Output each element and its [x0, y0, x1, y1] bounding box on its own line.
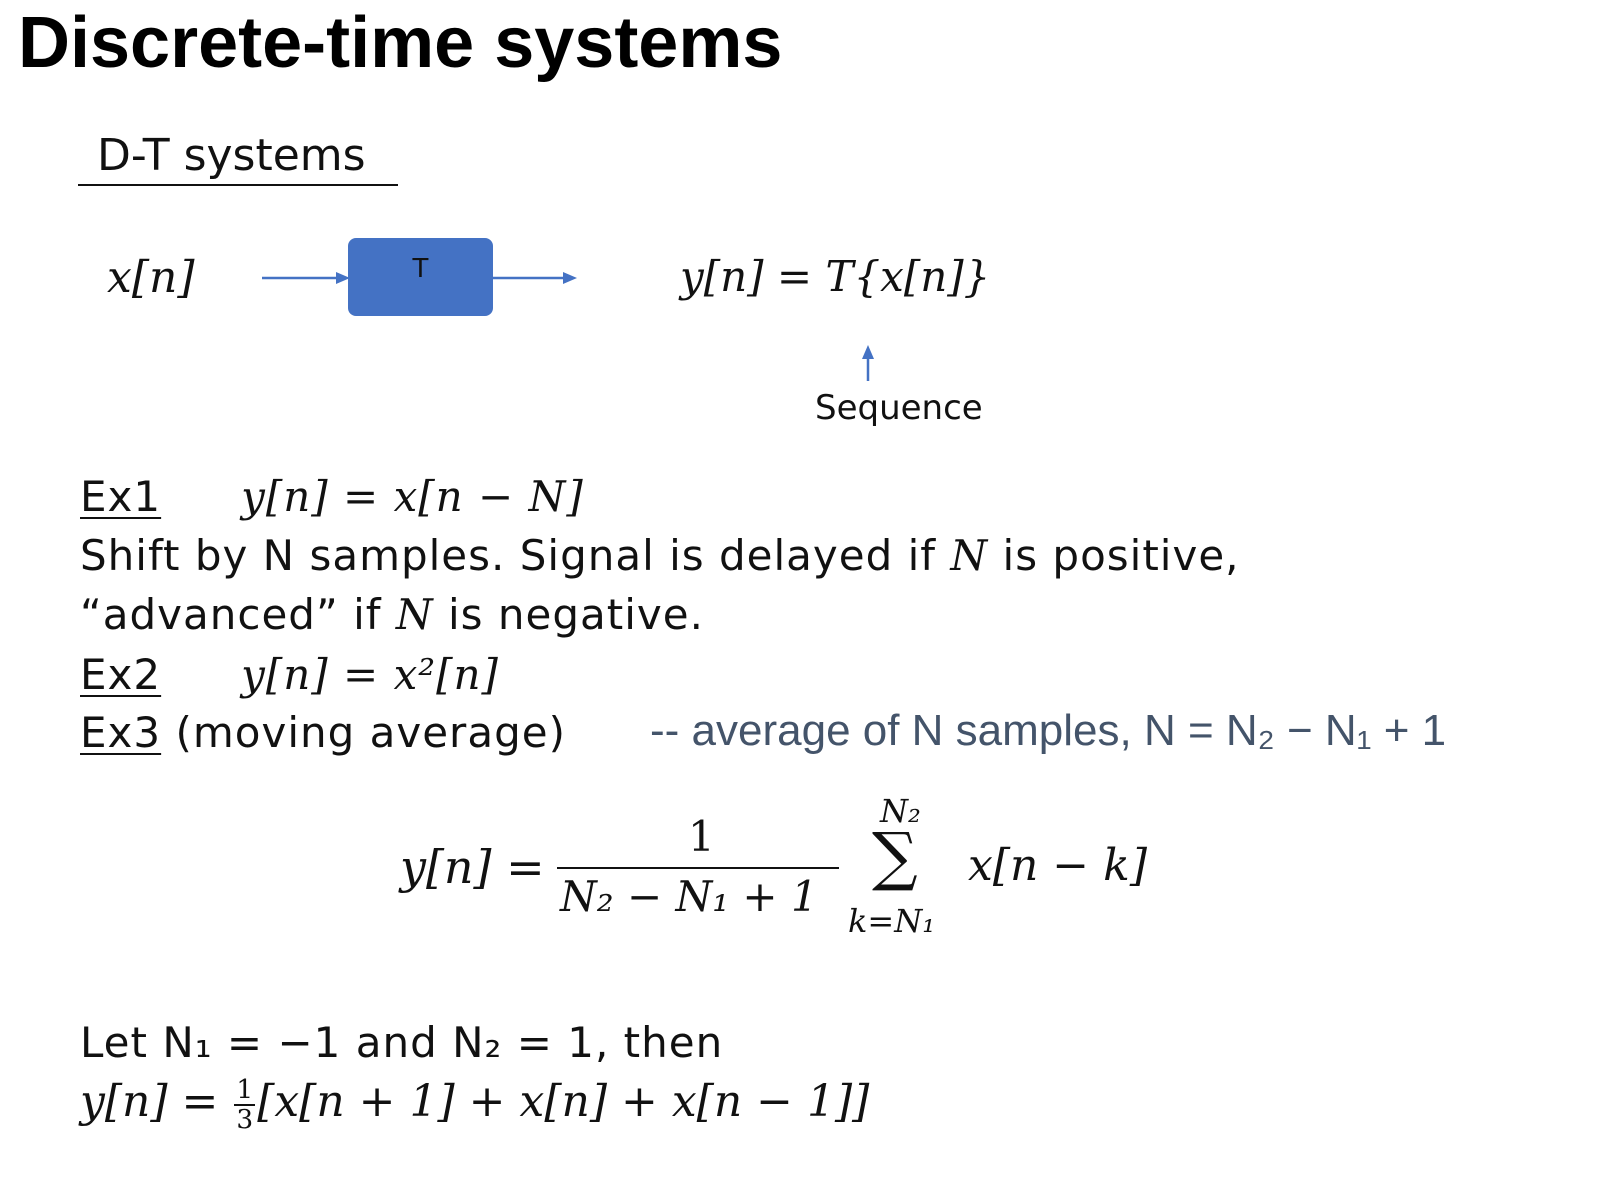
fraction-denominator: N₂ − N₁ + 1 — [560, 872, 818, 921]
example-result-equation — [80, 1076, 869, 1133]
example-1-description-2 — [80, 590, 704, 639]
one-third-denominator: 3 — [236, 1103, 254, 1135]
summation-upper-limit: N₂ — [880, 792, 921, 830]
example-1-text-part: is negative. — [433, 590, 704, 639]
example-1-equation: y[n] = x[n − N] — [241, 472, 584, 521]
heading-underline — [78, 184, 398, 186]
example-2-line — [80, 650, 499, 699]
variable-n: N — [395, 590, 434, 639]
example-2-label: Ex2 — [80, 650, 162, 699]
example-1-text-part: Shift by N samples. Signal is delayed if — [80, 531, 951, 580]
fraction-bar — [557, 867, 839, 869]
result-lhs: y[n] = — [80, 1076, 219, 1128]
input-arrow — [262, 270, 352, 286]
example-parameters-line: Let N₁ = −1 and N₂ = 1, then — [80, 1018, 724, 1067]
section-heading: D-T systems — [97, 130, 366, 181]
example-3-label: Ex3 — [80, 708, 162, 757]
example-1-description — [80, 531, 1240, 580]
output-equation: y[n] = T{x[n]} — [680, 252, 991, 301]
page-title: Discrete-time systems — [18, 3, 783, 83]
one-third-fraction — [234, 1076, 255, 1133]
example-1-line — [80, 472, 584, 521]
summation-lower-limit: k=N₁ — [848, 902, 936, 940]
sequence-arrow — [860, 345, 876, 383]
summation-term: x[n − k] — [968, 840, 1147, 891]
example-3-description: (moving average) — [161, 708, 566, 757]
system-block-label: T — [412, 254, 429, 284]
result-rhs: [x[n + 1] + x[n] + x[n − 1]] — [257, 1076, 870, 1128]
variable-n: N — [950, 531, 989, 580]
example-1-text-part: is positive, — [988, 531, 1240, 580]
one-third-numerator: 1 — [236, 1074, 254, 1105]
moving-average-lhs: y[n] = — [400, 840, 545, 894]
moving-average-note: -- average of N samples, N = N₂ − N₁ + 1 — [650, 706, 1447, 755]
fraction-numerator: 1 — [688, 812, 715, 861]
input-signal-label: x[n] — [107, 252, 195, 303]
system-block — [348, 238, 493, 316]
example-2-equation: y[n] = x²[n] — [241, 650, 499, 699]
example-1-label: Ex1 — [80, 472, 162, 521]
example-1-text-part: “advanced” if — [80, 590, 396, 639]
output-arrow — [493, 270, 583, 286]
summation-symbol: ∑ — [872, 820, 918, 894]
sequence-annotation: Sequence — [815, 388, 983, 428]
example-3-line — [80, 708, 566, 757]
